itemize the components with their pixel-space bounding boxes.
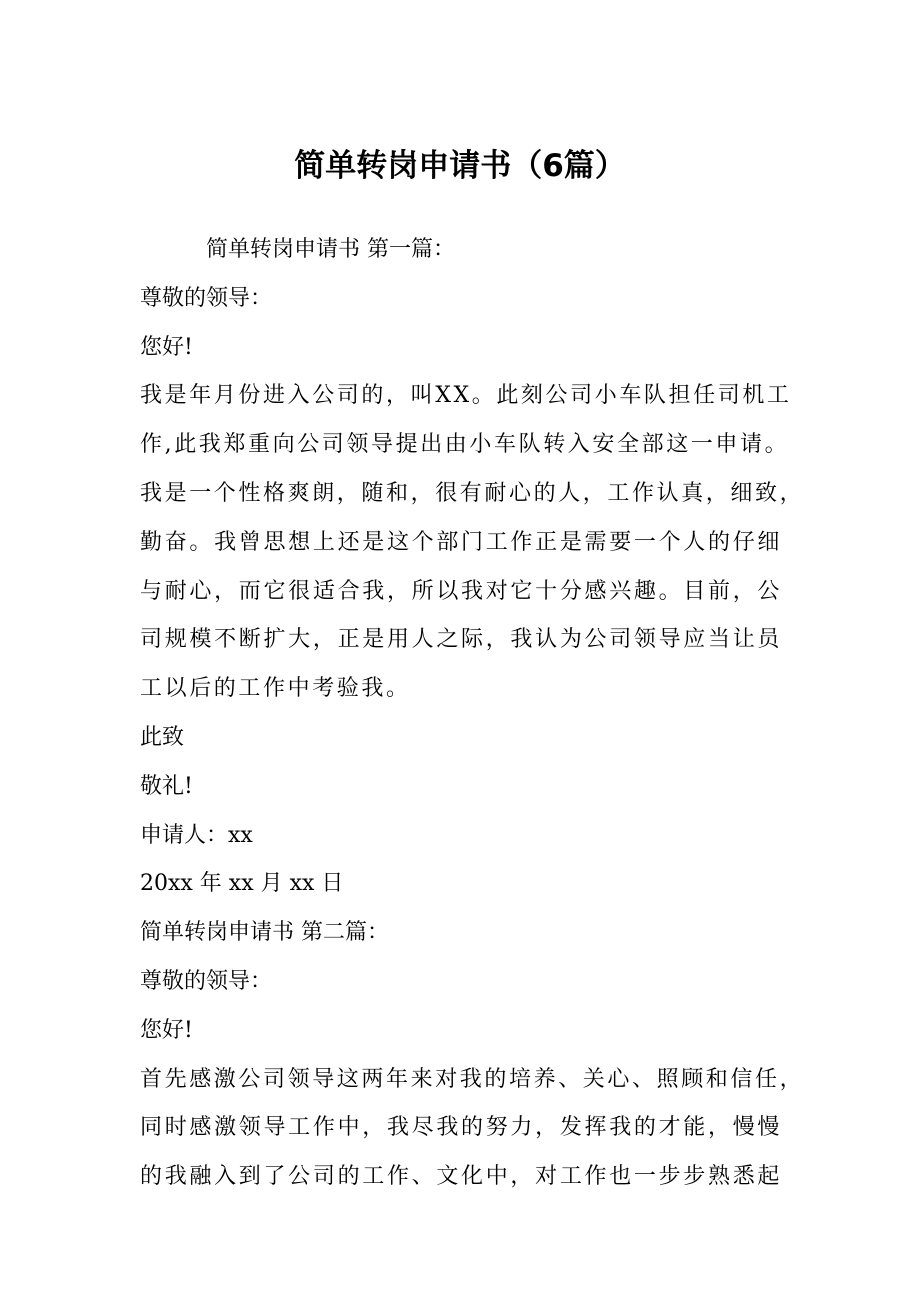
- document-title: 简单转岗申请书（6篇）: [294, 148, 626, 184]
- document-body: [140, 226, 805, 1202]
- paragraph-line: 首先感激公司领导这两年来对我的培养、关心、照顾和信任，: [140, 1066, 805, 1092]
- paragraph-line: 我是一个性格爽朗，随和，很有耐心的人，工作认真，细致，: [140, 480, 805, 506]
- article-heading: 简单转岗申请书 第二篇：: [140, 920, 389, 946]
- paragraph-line: 司规模不断扩大，正是用人之际，我认为公司领导应当让员: [140, 627, 782, 653]
- paragraph-line: 工以后的工作中考验我。: [140, 676, 411, 702]
- greeting: 您好!: [140, 334, 193, 360]
- closing-line: 此致: [140, 724, 185, 750]
- article-paragraph: [140, 1056, 805, 1202]
- paragraph-line: 的我融入到了公司的工作、文化中，对工作也一步步熟悉起: [140, 1164, 782, 1190]
- salutation: 尊敬的领导：: [140, 285, 273, 311]
- paragraph-line: 勤奋。我曾思想上还是这个部门工作正是需要一个人的仔细: [140, 529, 782, 555]
- paragraph-line: 与耐心，而它很适合我，所以我对它十分感兴趣。目前，公: [140, 578, 782, 604]
- greeting: 您好!: [140, 1017, 193, 1043]
- salutation: 尊敬的领导：: [140, 968, 273, 994]
- date-line: 20xx 年 xx 月 xx 日: [140, 871, 344, 897]
- paragraph-line: 作,此我郑重向公司领导提出由小车队转入安全部这一申请。: [140, 432, 790, 458]
- article-heading: 简单转岗申请书 第一篇：: [206, 237, 455, 262]
- article-paragraph: [140, 372, 805, 714]
- paragraph-line: 同时感激领导工作中，我尽我的努力，发挥我的才能，慢慢: [140, 1115, 782, 1141]
- applicant-line: 申请人：xx: [140, 822, 253, 848]
- paragraph-line: 我是年月份进入公司的，叫XX。此刻公司小车队担任司机工: [140, 383, 792, 409]
- closing-salute: 敬礼!: [140, 773, 193, 799]
